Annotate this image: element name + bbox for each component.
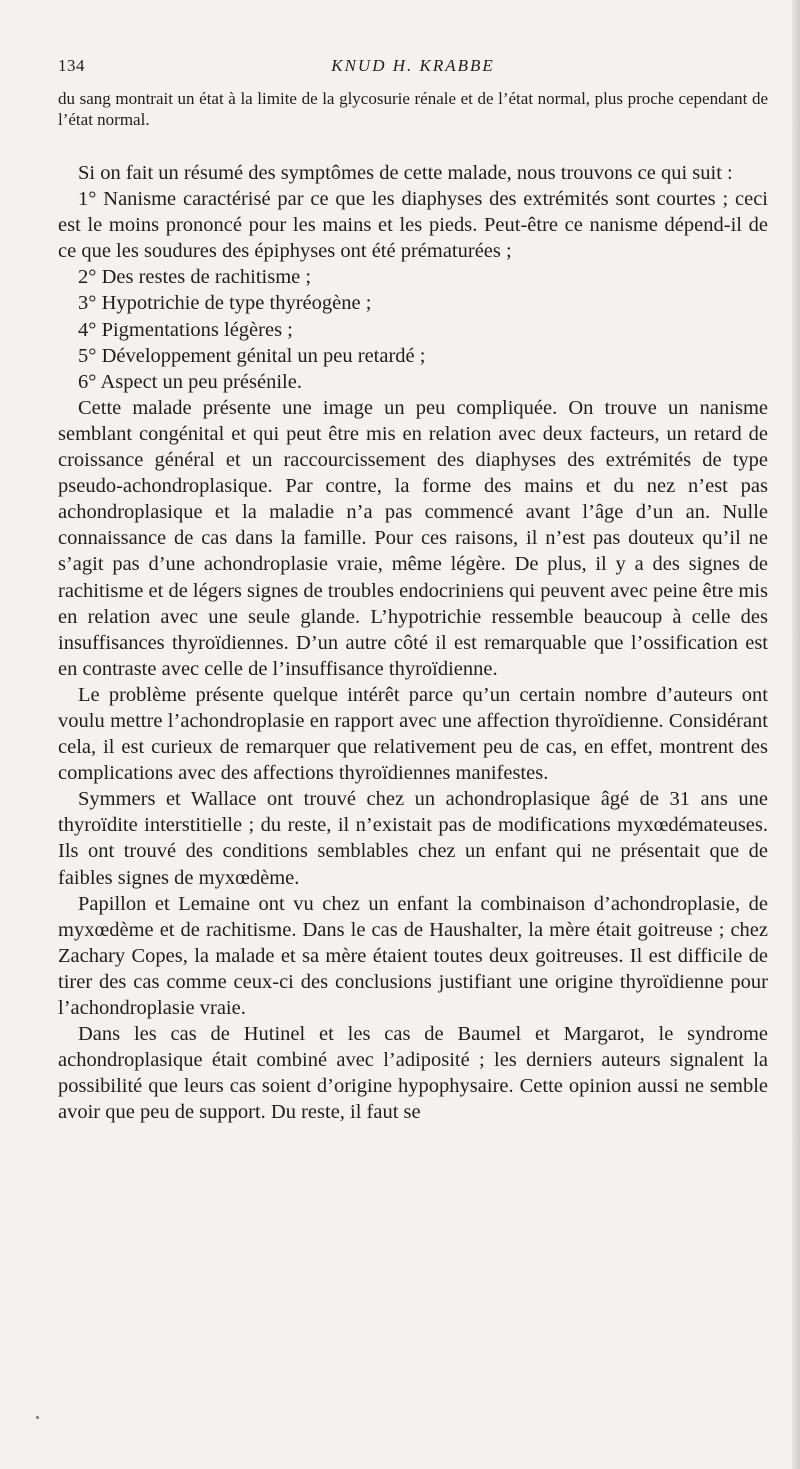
paragraph-continuation: du sang montrait un état à la limite de la glycosurie rénale et de l’état normal, plus proche cependant de l’état normal. xyxy=(58,89,768,129)
page-edge-shadow xyxy=(792,0,800,1469)
list-item: 1° Nanisme caractérisé par ce que les diaphyses des extrémités sont courtes ; ceci est le moins prononcé pour les mains et les pieds. Peut-être ce nanisme dépend-il de ce que les soudures des épiphyses ont été prématurées ; xyxy=(58,188,768,263)
paragraph-gap xyxy=(58,130,768,160)
page-number: 134 xyxy=(58,56,85,75)
page-header xyxy=(58,56,768,82)
body-text xyxy=(58,88,768,1125)
list-item: 3° Hypotrichie de type thyréogène ; xyxy=(78,292,372,315)
paragraph-summary-intro: Si on fait un résumé des symptômes de cette malade, nous trouvons ce qui suit : xyxy=(78,162,733,184)
list-item: 2° Des restes de rachitisme ; xyxy=(78,266,312,289)
paragraph: Symmers et Wallace ont trouvé chez un achondroplasique âgé de 31 ans une thyroïdite interstitielle ; du reste, il n’existait pas de modifications myxœdémateuses. Ils ont trouvé des conditions semblables chez un enfant qui ne présentait que de faibles signes de myxœdème. xyxy=(58,788,768,889)
running-title: KNUD H. KRABBE xyxy=(331,56,495,75)
paragraph: Le problème présente quelque intérêt parce qu’un certain nombre d’auteurs ont voulu mettre l’achondroplasie en rapport avec une affection thyroïdienne. Considérant cela, il est curieux de remarquer que relativement peu de cas, en effet, montrent des complications avec des affections thyroïdiennes manifestes. xyxy=(58,683,768,785)
list-item: 6° Aspect un peu présénile. xyxy=(78,370,302,393)
ink-speck xyxy=(36,1416,39,1419)
paragraph: Papillon et Lemaine ont vu chez un enfant la combinaison d’achondroplasie, de myxœdème et de rachitisme. Dans le cas de Haushalter, la mère était goitreuse ; chez Zachary Copes, la malade et sa mère étaient toutes deux goitreuses. Il est difficile de tirer des cas comme ceux-ci des conclusions justifiant une origine thyroïdienne pour l’achondroplasie vraie. xyxy=(58,892,768,1019)
list-item: 4° Pigmentations légères ; xyxy=(78,318,293,341)
paragraph: Dans les cas de Hutinel et les cas de Baumel et Margarot, le syndrome achondroplasique était combiné avec l’adiposité ; les derniers auteurs signalent la possibilité que leurs cas soient d’origine hypophysaire. Cette opinion aussi ne semble avoir que peu de support. Du reste, il faut se xyxy=(58,1023,768,1124)
paragraph: Cette malade présente une image un peu compliquée. On trouve un nanisme semblant congénital et qui peut être mis en relation avec deux facteurs, un retard de croissance général et un raccourcissement des diaphyses des extrémités de type pseudo-achondroplasique. Par contre, la forme des mains et du nez n’est pas achondroplasique et la maladie n’a pas commencé avant l’âge d’un an. Nulle connaissance de cas dans la famille. Pour ces raisons, il n’est pas douteux qu’il ne s’agit pas d’une achondroplasie vraie, même légère. De plus, il y a des signes de rachitisme et de légers signes de troubles endocriniens qui peuvent avec peine être mis en relation avec une seule glande. L’hypotrichie ressemble beaucoup à celle des insuffisances thyroïdiennes. D’un autre côté il est remarquable que l’ossification est en contraste avec celle de l’insuffisance thyroïdienne. xyxy=(58,396,768,680)
list-item: 5° Développement génital un peu retardé ; xyxy=(78,344,426,367)
